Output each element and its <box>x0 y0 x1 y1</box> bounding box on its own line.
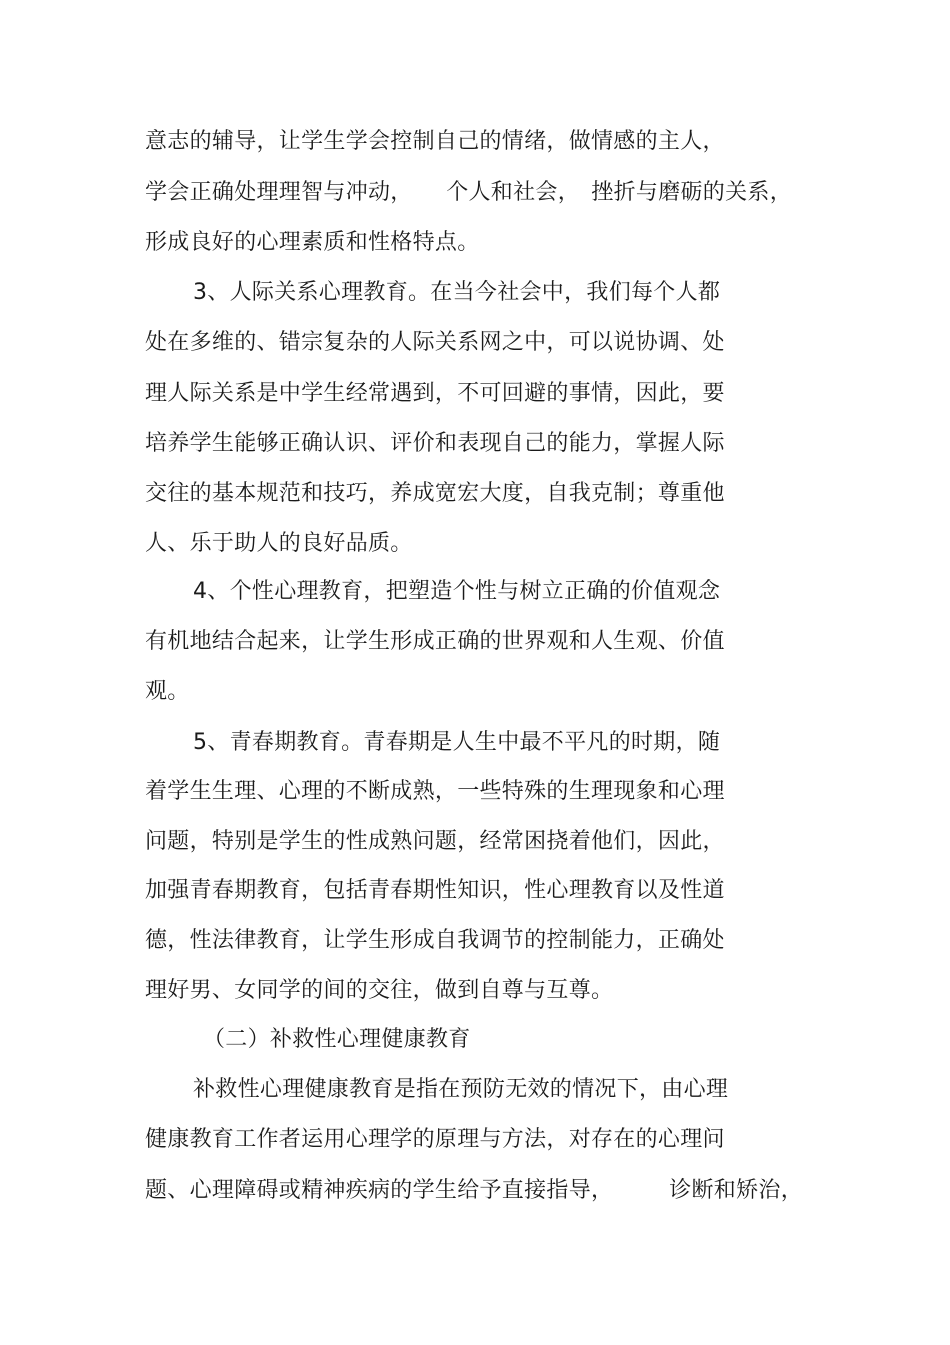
text-line: 加强青春期教育，包括青春期性知识，性心理教育以及性道 <box>145 878 725 903</box>
text-line: 观。 <box>145 679 190 704</box>
text-line: 培养学生能够正确认识、评价和表现自己的能力，掌握人际 <box>145 431 725 456</box>
text-line: 问题，特别是学生的性成熟问题，经常困挠着他们，因此， <box>145 829 725 854</box>
text-line: 交往的基本规范和技巧，养成宽宏大度，自我克制；尊重他 <box>145 481 725 506</box>
paragraph-remedial-start: 补救性心理健康教育是指在预防无效的情况下，由心理 <box>193 1077 729 1102</box>
text-line: 题、心理障碍或精神疾病的学生给予直接指导， 诊断和矫治， <box>145 1178 804 1203</box>
text-line: 处在多维的、错宗复杂的人际关系网之中，可以说协调、处 <box>145 330 725 355</box>
text-line: 学会正确处理理智与冲动， 个人和社会， 挫折与磨砺的关系， <box>145 180 793 205</box>
paragraph-5-start: 5、青春期教育。青春期是人生中最不平凡的时期，随 <box>193 730 721 755</box>
text-line: 人、乐于助人的良好品质。 <box>145 531 413 556</box>
text-line: 形成良好的心理素质和性格特点。 <box>145 230 480 255</box>
text-line: 理人际关系是中学生经常遇到，不可回避的事情，因此，要 <box>145 381 725 406</box>
text-line: 着学生生理、心理的不断成熟，一些特殊的生理现象和心理 <box>145 779 725 804</box>
text-line: 有机地结合起来，让学生形成正确的世界观和人生观、价值 <box>145 629 725 654</box>
paragraph-3-start: 3、人际关系心理教育。在当今社会中，我们每个人都 <box>193 280 721 305</box>
paragraph-4-start: 4、个性心理教育，把塑造个性与树立正确的价值观念 <box>193 579 721 604</box>
text-line: 德，性法律教育，让学生形成自我调节的控制能力，正确处 <box>145 928 725 953</box>
section-heading: （二）补救性心理健康教育 <box>203 1027 471 1052</box>
text-line: 健康教育工作者运用心理学的原理与方法，对存在的心理问 <box>145 1127 725 1152</box>
text-line: 理好男、女同学的间的交往，做到自尊与互尊。 <box>145 978 614 1003</box>
text-line: 意志的辅导，让学生学会控制自己的情绪，做情感的主人， <box>145 129 725 154</box>
